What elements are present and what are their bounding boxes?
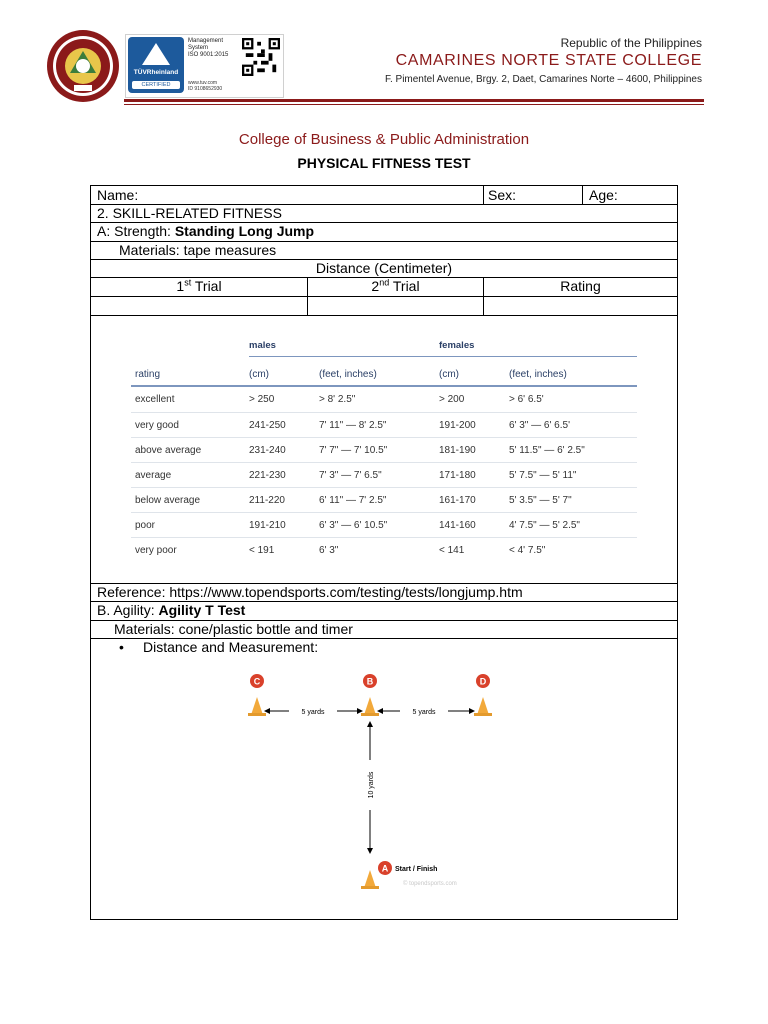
section-heading: 2. SKILL-RELATED FITNESS <box>97 205 282 221</box>
trial2-header: 2nd Trial <box>371 277 420 294</box>
col-header: (cm) <box>439 369 459 380</box>
svg-text:B: B <box>366 676 374 687</box>
col-header: (feet, inches) <box>319 369 377 380</box>
col-header: (cm) <box>249 369 269 380</box>
strength-test-heading: A: Strength: Standing Long Jump <box>97 223 315 239</box>
distance-measurement-item: Distance and Measurement: <box>143 639 319 655</box>
watermark: © topendsports.com <box>403 881 457 887</box>
republic-line: Republic of the Philippines <box>560 36 702 50</box>
fitness-test-form <box>90 185 678 920</box>
sex-field[interactable]: Sex: <box>488 187 517 203</box>
table-row: average 221-230 7' 3" — 7' 6.5" 171-180 5' 7.5" — 5' 11" <box>131 462 637 488</box>
males-group-header: males <box>249 340 276 351</box>
table-row: poor 191-210 6' 3" — 6' 10.5" 141-160 4' 7.5" — 5' 2.5" <box>131 512 637 538</box>
page-title: PHYSICAL FITNESS TEST <box>297 155 471 171</box>
trial2-input[interactable] <box>308 297 483 314</box>
college-seal-logo <box>46 29 120 103</box>
cone-b-icon <box>361 674 379 716</box>
agility-test-heading: B. Agility: Agility T Test <box>97 602 246 618</box>
bullet-icon: • <box>119 639 124 655</box>
cert-text: Management System ISO 9001:2015 <box>188 38 229 58</box>
cert-id: www.tuv.com ID 9108652930 <box>188 80 223 92</box>
svg-text:C: C <box>253 676 261 687</box>
qr-code-icon <box>242 38 280 76</box>
rating-header: Rating <box>560 278 601 294</box>
svg-text:D: D <box>479 676 487 687</box>
distance-heading: Distance (Centimeter) <box>315 260 453 276</box>
table-row: excellent > 250 > 8' 2.5" > 200 > 6' 6.5' <box>135 394 544 405</box>
rating-input[interactable] <box>484 297 677 314</box>
trial1-header: 1st Trial <box>176 277 222 294</box>
department-name: College of Business & Public Administration <box>238 131 530 148</box>
cone-d-icon <box>474 674 492 716</box>
table-row: above average 231-240 7' 7" — 7' 10.5" 181-190 5' 11.5" — 6' 2.5" <box>131 437 637 463</box>
females-group-header: females <box>439 340 475 351</box>
svg-text:A: A <box>381 863 389 874</box>
trial1-input[interactable] <box>91 297 307 314</box>
vertical-distance-label: 10 yards <box>368 771 375 799</box>
header-divider <box>124 99 704 102</box>
college-name: CAMARINES NORTE STATE COLLEGE <box>395 52 702 69</box>
agility-materials: Materials: cone/plastic bottle and timer <box>114 621 353 637</box>
header-divider-thin <box>124 104 704 105</box>
table-row: very poor < 191 6' 3" < 141 < 4' 7.5" <box>131 537 637 563</box>
col-header: (feet, inches) <box>509 369 567 380</box>
table-row: very good 241-250 7' 11" — 8' 2.5" 191-200 6' 3" — 6' 6.5' <box>131 412 637 438</box>
reference-text: Reference: https://www.topendsports.com/testing/tests/longjump.htm <box>97 584 523 600</box>
strength-materials: Materials: tape measures <box>119 242 277 258</box>
cone-a-icon <box>361 861 392 889</box>
cone-c-icon <box>248 674 266 716</box>
long-jump-rating-table <box>131 326 637 568</box>
name-field[interactable]: Name: <box>97 187 139 203</box>
right-distance-label: 5 yards <box>412 709 436 716</box>
agility-t-test-diagram <box>241 670 501 910</box>
age-field[interactable]: Age: <box>589 187 618 203</box>
start-finish-label: Start / Finish <box>395 866 438 873</box>
college-address: F. Pimentel Avenue, Brgy. 2, Daet, Camarines Norte – 4600, Philippines <box>384 74 702 85</box>
left-distance-label: 5 yards <box>301 709 325 716</box>
tuv-rheinland-logo: TÜVRheinland CERTIFIED <box>128 37 184 93</box>
table-row: below average 211-220 6' 11" — 7' 2.5" 161-170 5' 3.5" — 5' 7" <box>131 487 637 513</box>
col-header: rating <box>135 369 161 380</box>
iso-certification-badge <box>125 34 284 98</box>
